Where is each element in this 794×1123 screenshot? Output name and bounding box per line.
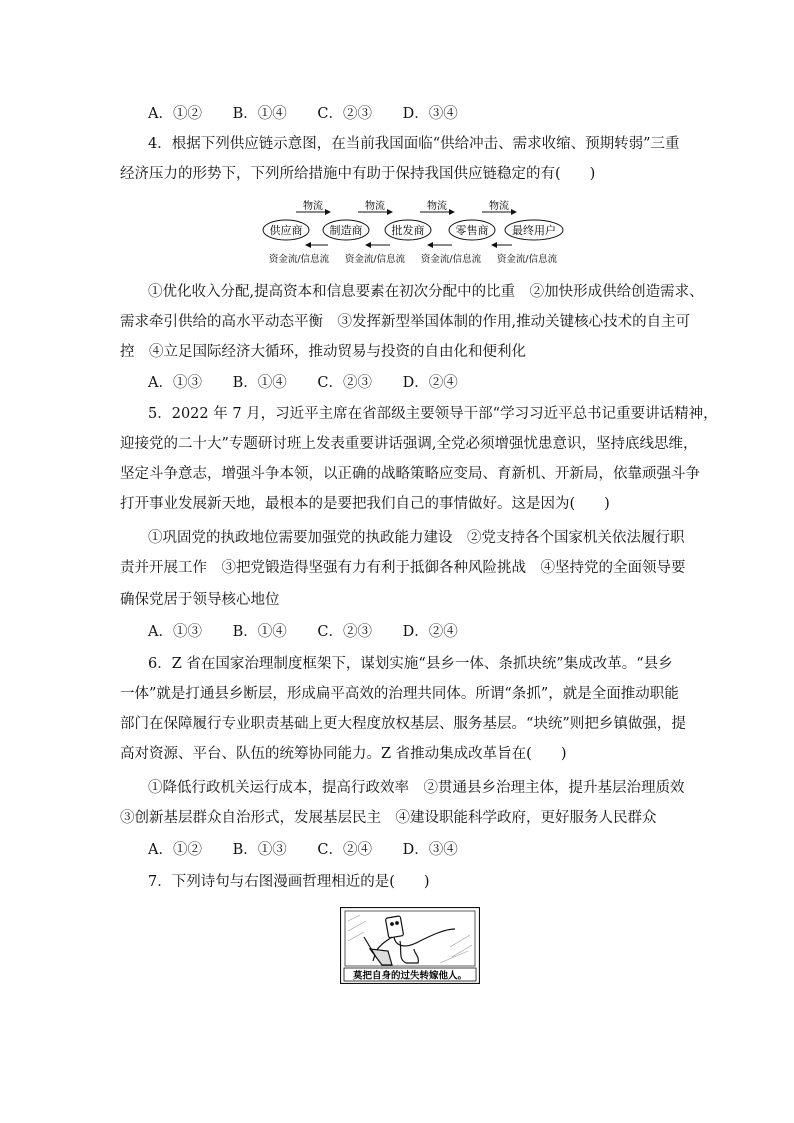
node-wholesaler: 批发商 <box>391 224 425 237</box>
node-retailer: 零售商 <box>455 224 489 237</box>
q5-statements-line3: 确保党居于领导核心地位 <box>120 592 280 608</box>
capital-info-arrows <box>269 245 558 265</box>
q4-option-c: C．②③ <box>317 375 372 391</box>
q4-stem-line1: 4．根据下列供应链示意图，在当前我国面临“供给冲击、需求收缩、预期转弱”三重 <box>148 136 680 152</box>
q6-option-b: B．①③ <box>232 842 287 858</box>
logistics-label-4: 物流 <box>489 201 509 212</box>
q4-statements-line1: ①优化收入分配,提高资本和信息要素在初次分配中的比重 ②加快形成供给创造需求、 <box>148 284 704 300</box>
cartoon-image <box>340 907 480 984</box>
q3-option-c: C．②③ <box>317 106 372 122</box>
q4-statements-line3: 控 ④立足国际经济大循环，推动贸易与投资的自由化和便利化 <box>120 344 526 360</box>
q6-options <box>148 840 708 860</box>
logistics-label-3: 物流 <box>427 201 447 212</box>
q3-option-a: A．①② <box>148 106 202 122</box>
q5-option-b: B．①④ <box>232 624 287 640</box>
q6-stem-line4: 高对资源、平台、队伍的统筹协同能力。Z 省推动集成改革旨在( ) <box>120 746 567 762</box>
capital-info-label-2: 资金流/信息流 <box>344 254 406 265</box>
logistics-arrows <box>296 199 516 212</box>
q3-option-b: B．①④ <box>232 106 287 122</box>
q4-statements-line2: 需求牵引供给的高水平动态平衡 ③发挥新型举国体制的作用,推动关键核心技术的自主可 <box>120 314 691 330</box>
q5-statements-line2: 责并开展工作 ③把党锻造得坚强有力有利于抵御各种风险挑战 ④坚持党的全面领导要 <box>120 560 686 576</box>
q6-stem-line1: 6．Z 省在国家治理制度框架下，谋划实施“县乡一体、条抓块统”集成改革。“县乡 <box>148 656 673 672</box>
q7-stem: 7．下列诗句与右图漫画哲理相近的是( ) <box>148 874 430 890</box>
capital-info-label-3: 资金流/信息流 <box>420 254 482 265</box>
q5-statements-line1: ①巩固党的执政地位需要加强党的执政能力建设 ②党支持各个国家机关依法履行职 <box>148 530 685 546</box>
logistics-label-2: 物流 <box>365 201 385 212</box>
q6-statements-line2: ③创新基层群众自治形式，发展基层民主 ④建设职能科学政府，更好服务人民群众 <box>120 810 657 826</box>
node-manufacturer: 制造商 <box>329 224 363 237</box>
q5-option-d: D．②④ <box>402 624 458 640</box>
q3-option-d: D．③④ <box>402 106 458 122</box>
q4-option-d: D．②④ <box>402 375 458 391</box>
q4-stem-line2: 经济压力的形势下，下列所给措施中有助于保持我国供应链稳定的有( ) <box>120 166 596 182</box>
q5-stem-line3: 坚定斗争意志，增强斗争本领，以正确的战略策略应变局、育新机、开新局，依靠顽强斗争 <box>120 466 700 482</box>
q5-options <box>148 622 708 642</box>
q6-statements-line1: ①降低行政机关运行成本，提高行政效率 ②贯通县乡治理主体，提升基层治理质效 <box>148 780 685 796</box>
node-end-user: 最终用户 <box>512 224 556 237</box>
q4-options <box>148 373 708 393</box>
q6-stem-line2: 一体”就是打通县乡断层，形成扁平高效的治理共同体。所谓“条抓”，就是全面推动职能 <box>120 686 679 702</box>
q3-options <box>148 104 708 124</box>
logistics-label-1: 物流 <box>303 201 323 212</box>
cartoon-caption: 莫把自身的过失转嫁他人。 <box>352 970 468 982</box>
q6-option-c: C．②④ <box>317 842 372 858</box>
q4-option-a: A．①③ <box>148 375 202 391</box>
capital-info-label-4: 资金流/信息流 <box>496 254 558 265</box>
q5-stem-line2: 迎接党的二十大”专题研讨班上发表重要讲话强调,全党必须增强忧患意识，坚持底线思维， <box>120 436 698 452</box>
supply-chain-diagram <box>262 197 566 269</box>
q6-stem-line3: 部门在保障履行专业职责基础上更大程度放权基层、服务基层。“块统”则把乡镇做强，提 <box>120 716 686 732</box>
q5-stem-line4: 打开事业发展新天地，最根本的是要把我们自己的事情做好。这是因为( ) <box>120 496 610 512</box>
q6-option-d: D．③④ <box>402 842 458 858</box>
q5-option-c: C．②③ <box>317 624 372 640</box>
q6-option-a: A．①② <box>148 842 202 858</box>
q4-option-b: B．①④ <box>232 375 287 391</box>
q5-stem-line1: 5．2022 年 7 月，习近平主席在省部级主要领导干部“学习习近平总书记重要讲话精神， <box>148 406 718 422</box>
chain-nodes <box>263 220 563 240</box>
capital-info-label-1: 资金流/信息流 <box>268 254 330 265</box>
node-supplier: 供应商 <box>269 224 303 237</box>
q5-option-a: A．①③ <box>148 624 202 640</box>
